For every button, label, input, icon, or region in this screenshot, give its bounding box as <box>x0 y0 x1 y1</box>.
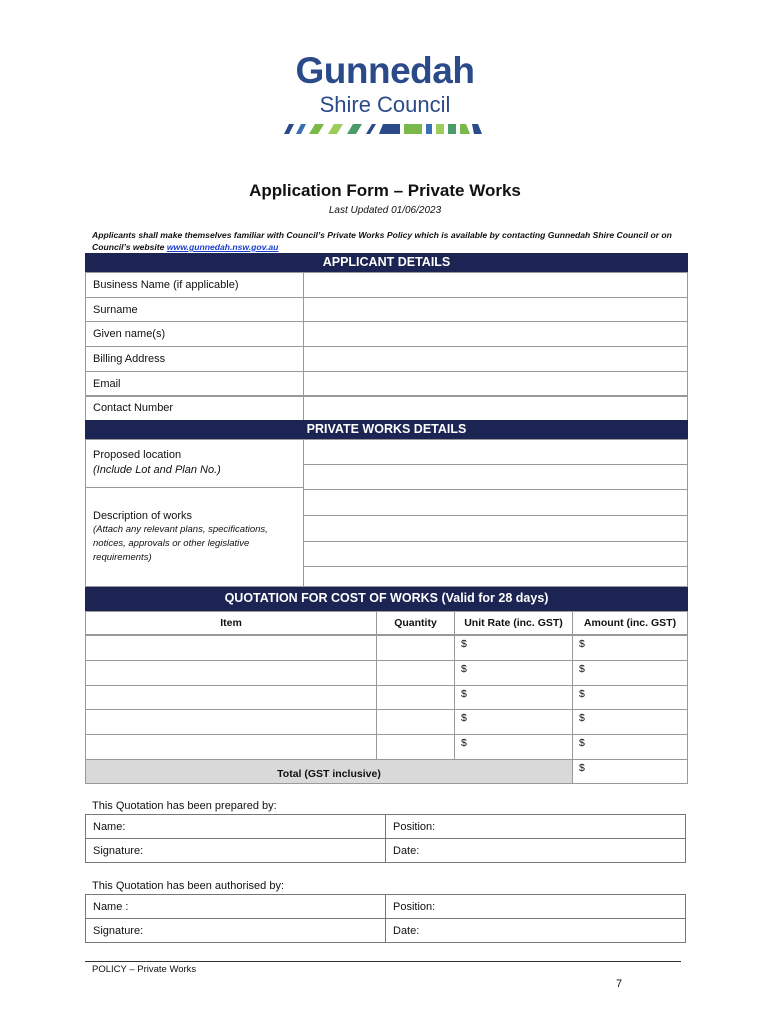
location-input-2[interactable] <box>304 465 687 490</box>
authorised-position-field[interactable]: Position: <box>393 900 436 913</box>
total-label: Total (GST inclusive) <box>86 760 573 783</box>
page-number: 7 <box>616 978 623 990</box>
logo-stripes <box>282 124 492 134</box>
unit-rate-cell[interactable] <box>455 710 573 734</box>
amount-cell[interactable] <box>573 710 687 734</box>
currency-symbol: $ <box>579 712 585 725</box>
quantity-cell[interactable] <box>377 735 455 759</box>
currency-symbol: $ <box>579 737 585 750</box>
amount-cell[interactable] <box>573 661 687 685</box>
applicant-row <box>85 321 688 347</box>
quantity-cell[interactable] <box>377 710 455 734</box>
item-cell[interactable] <box>86 636 377 660</box>
applicant-field-label: Business Name (if applicable) <box>86 273 304 297</box>
description-input-4[interactable] <box>304 567 687 586</box>
applicant-field-input[interactable] <box>304 322 687 346</box>
column-quantity: Quantity <box>377 612 455 634</box>
logo-subtitle: Shire Council <box>319 92 451 117</box>
applicant-row <box>85 346 688 372</box>
currency-symbol: $ <box>461 662 467 675</box>
applicant-field-label: Email <box>86 372 304 396</box>
currency-symbol: $ <box>579 638 585 650</box>
applicant-field-input[interactable] <box>304 372 687 396</box>
unit-rate-cell[interactable] <box>455 636 573 660</box>
applicant-details-heading: APPLICANT DETAILS <box>85 253 688 272</box>
authorised-signature-field[interactable]: Signature: <box>86 919 386 942</box>
quotation-row <box>85 734 688 760</box>
last-updated: Last Updated 01/06/2023 <box>328 205 442 216</box>
form-title: Application Form – Private Works <box>249 181 521 200</box>
location-input-1[interactable] <box>304 440 687 465</box>
currency-symbol: $ <box>579 662 585 675</box>
quotation-header-row <box>85 611 688 635</box>
quotation-row <box>85 660 688 686</box>
applicant-row <box>85 297 688 323</box>
currency-symbol: $ <box>461 638 467 650</box>
prepared-signature-field[interactable]: Signature: <box>86 839 386 862</box>
amount-cell[interactable] <box>573 636 687 660</box>
prepared-name-field[interactable]: Name: <box>86 815 386 838</box>
column-unit-rate: Unit Rate (inc. GST) <box>455 612 573 634</box>
column-amount: Amount (inc. GST) <box>583 617 677 629</box>
applicant-field-label: Surname <box>86 298 304 322</box>
quantity-cell[interactable] <box>377 661 455 685</box>
applicant-field-label: Given name(s) <box>86 322 304 346</box>
description-input-3[interactable] <box>304 542 687 567</box>
logo-name: Gunnedah <box>295 50 475 91</box>
quantity-cell[interactable] <box>377 636 455 660</box>
proposed-location-label: Proposed location (Include Lot and Plan No.) <box>86 440 303 488</box>
applicant-row <box>85 272 688 298</box>
applicant-field-label: Billing Address <box>86 347 304 371</box>
council-website-link[interactable]: www.gunnedah.nsw.gov.au <box>166 242 279 252</box>
applicant-field-label: Contact Number <box>86 397 304 421</box>
authorised-row-2 <box>85 918 686 943</box>
quotation-row <box>85 685 688 711</box>
prepared-row-1 <box>85 814 686 839</box>
authorised-name-field[interactable]: Name : <box>86 895 386 918</box>
column-item: Item <box>86 612 377 634</box>
currency-symbol: $ <box>461 712 467 725</box>
description-label: Description of works (Attach any relevant plans, specifications, notices, approvals or other legislative requirements) <box>93 510 268 563</box>
total-amount[interactable]: $ <box>579 762 585 774</box>
prepared-date-field[interactable]: Date: <box>393 844 420 857</box>
works-details-block <box>85 439 688 587</box>
private-works-heading: PRIVATE WORKS DETAILS <box>85 420 688 439</box>
quotation-row <box>85 635 688 661</box>
footer-text: POLICY – Private Works <box>92 964 197 975</box>
prepared-row-2 <box>85 838 686 863</box>
applicant-row <box>85 371 688 397</box>
quotation-heading: QUOTATION FOR COST OF WORKS (Valid for 28 days) <box>85 587 688 611</box>
authorised-date-field[interactable]: Date: <box>393 924 420 937</box>
item-cell[interactable] <box>86 735 377 759</box>
authorised-row-1 <box>85 894 686 919</box>
quotation-row <box>85 709 688 735</box>
applicant-row <box>85 396 688 422</box>
authorised-by-label: This Quotation has been authorised by: <box>92 880 285 892</box>
currency-symbol: $ <box>461 687 467 700</box>
amount-cell[interactable] <box>573 686 687 710</box>
total-row <box>85 759 688 784</box>
quantity-cell[interactable] <box>377 686 455 710</box>
currency-symbol: $ <box>461 737 467 750</box>
description-input-2[interactable] <box>304 516 687 542</box>
unit-rate-cell[interactable] <box>455 735 573 759</box>
applicant-field-input[interactable] <box>304 397 687 421</box>
item-cell[interactable] <box>86 686 377 710</box>
footer-divider <box>85 961 681 962</box>
description-input-1[interactable] <box>304 490 687 516</box>
intro-text: Applicants shall make themselves familiar with Council’s Private Works Policy which is available by contacting Gunnedah Shire Council or on Council’s website www.gunnedah.nsw.gov.au <box>92 230 672 252</box>
amount-cell[interactable] <box>573 735 687 759</box>
currency-symbol: $ <box>579 687 585 700</box>
unit-rate-cell[interactable] <box>455 661 573 685</box>
applicant-field-input[interactable] <box>304 347 687 371</box>
unit-rate-cell[interactable] <box>455 686 573 710</box>
item-cell[interactable] <box>86 661 377 685</box>
prepared-by-label: This Quotation has been prepared by: <box>92 800 277 812</box>
applicant-field-input[interactable] <box>304 273 687 297</box>
prepared-position-field[interactable]: Position: <box>393 820 436 833</box>
item-cell[interactable] <box>86 710 377 734</box>
applicant-field-input[interactable] <box>304 298 687 322</box>
